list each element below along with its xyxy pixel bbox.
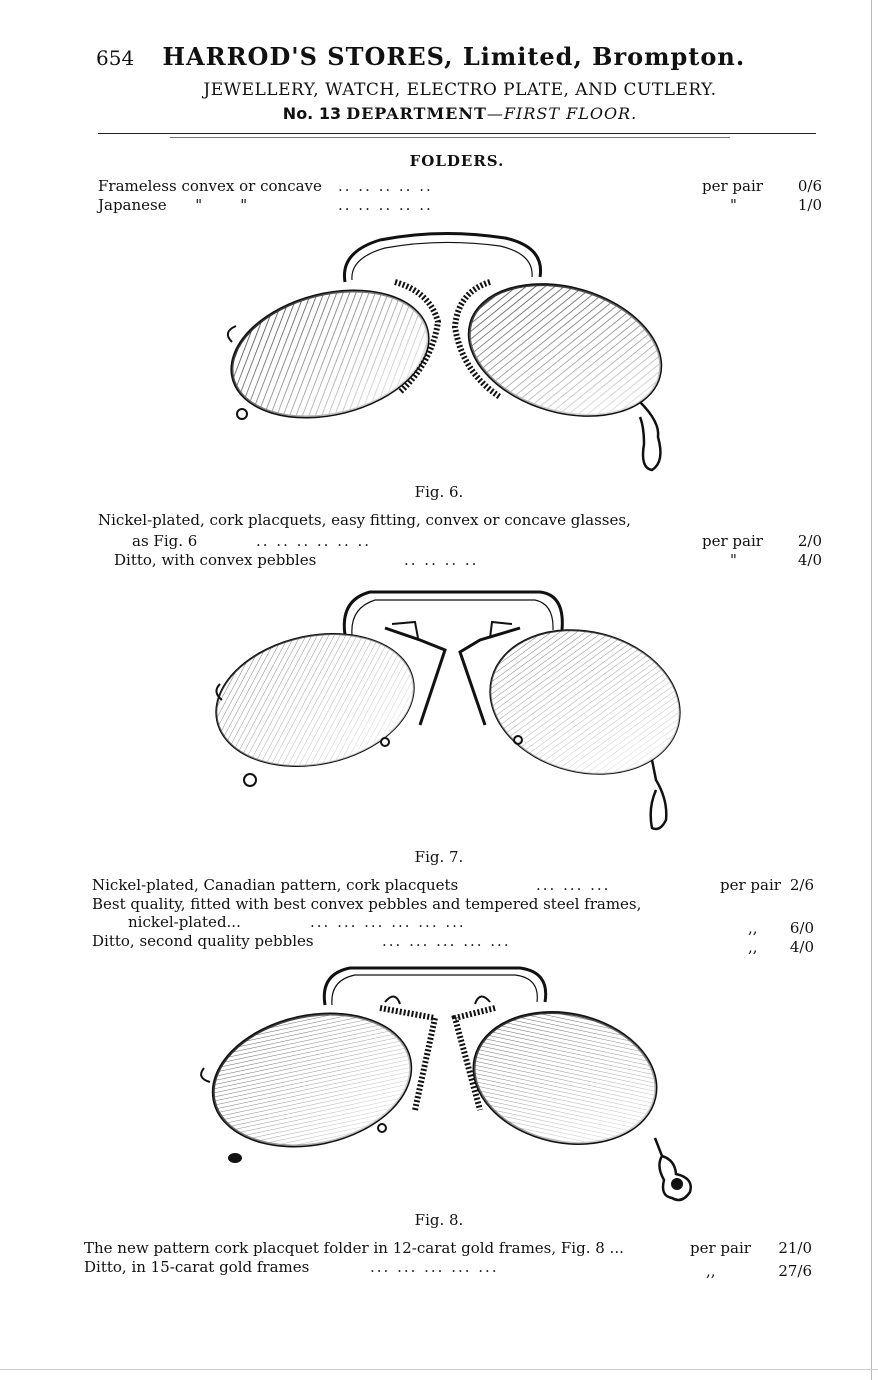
fig8-illustration [0, 960, 878, 1205]
price-row [92, 932, 818, 956]
unit-label: " [730, 196, 737, 214]
leader-dots: .. .. .. .. .. .. [256, 532, 372, 550]
item-description: Japanese " " [98, 196, 248, 214]
header-rule [98, 133, 816, 134]
unit-label: per pair [690, 1239, 751, 1257]
price-row [98, 532, 822, 551]
item-price: 4/0 [789, 938, 814, 956]
leader-dots: ... ... ... ... ... [370, 1258, 499, 1276]
department-subtitle: JEWELLERY, WATCH, ELECTRO PLATE, AND CUTLERY. [203, 80, 717, 100]
item-description: Nickel-plated, cork placquets, easy fitting, convex or concave glasses, [98, 511, 631, 529]
item-description: as Fig. 6 [132, 532, 198, 550]
price-row [84, 1240, 818, 1258]
department-number: No. 13 [282, 104, 342, 123]
unit-label: ,, [706, 1262, 716, 1280]
price-row [92, 913, 818, 937]
item-price: 4/0 [797, 551, 822, 569]
item-price: 27/6 [778, 1262, 812, 1280]
item-price: 2/6 [789, 876, 814, 894]
item-price: 0/6 [797, 177, 822, 195]
page-edge-bottom [0, 1369, 878, 1370]
figure-caption: Fig. 8. [414, 1211, 464, 1229]
floor-label: —FIRST FLOOR. [486, 104, 638, 123]
item-price: 6/0 [789, 919, 814, 937]
price-row [92, 877, 818, 895]
item-price: 21/0 [778, 1239, 812, 1257]
section-title: FOLDERS. [409, 152, 505, 170]
unit-label: ,, [748, 919, 758, 937]
item-description: Frameless convex or concave [98, 177, 322, 195]
fig7-illustration [0, 580, 878, 842]
leader-dots: .. .. .. .. .. [338, 196, 433, 214]
leader-dots: ... ... ... ... ... ... [310, 913, 466, 931]
item-description: Ditto, second quality pebbles [92, 932, 314, 950]
leader-dots: ... ... ... [536, 876, 611, 894]
price-row [98, 551, 822, 570]
unit-label: ,, [748, 938, 758, 956]
item-price: 1/0 [797, 196, 822, 214]
price-row [84, 1258, 818, 1280]
department-line [120, 104, 800, 123]
header-rule-thin [170, 137, 730, 138]
item-description: Nickel-plated, Canadian pattern, cork placquets [92, 876, 459, 894]
leader-dots: ... ... ... ... ... [382, 932, 511, 950]
fig6-illustration [0, 222, 878, 478]
item-price: 2/0 [797, 532, 822, 550]
item-description: nickel-plated... [128, 913, 241, 931]
price-row [98, 177, 822, 196]
price-row [98, 196, 822, 215]
leader-dots: .. .. .. .. [404, 551, 479, 569]
unit-label: per pair [702, 532, 763, 550]
figure-caption: Fig. 7. [414, 848, 464, 866]
department-label: DEPARTMENT [346, 104, 487, 123]
unit-label: per pair [720, 876, 781, 894]
unit-label: per pair [702, 177, 763, 195]
item-description: Best quality, fitted with best convex pebbles and tempered steel frames, [92, 895, 642, 913]
item-description: The new pattern cork placquet folder in 12-carat gold frames, Fig. 8 ... [84, 1239, 624, 1257]
item-description: Ditto, with convex pebbles [114, 551, 317, 569]
unit-label: " [730, 551, 737, 569]
page-header [96, 42, 816, 78]
leader-dots: .. .. .. .. .. [338, 177, 433, 195]
page-number: 654 [96, 46, 135, 70]
item-description: Ditto, in 15-carat gold frames [84, 1258, 310, 1276]
figure-caption: Fig. 6. [414, 483, 464, 501]
store-name: HARROD'S STORES, Limited, Brompton. [162, 42, 746, 71]
